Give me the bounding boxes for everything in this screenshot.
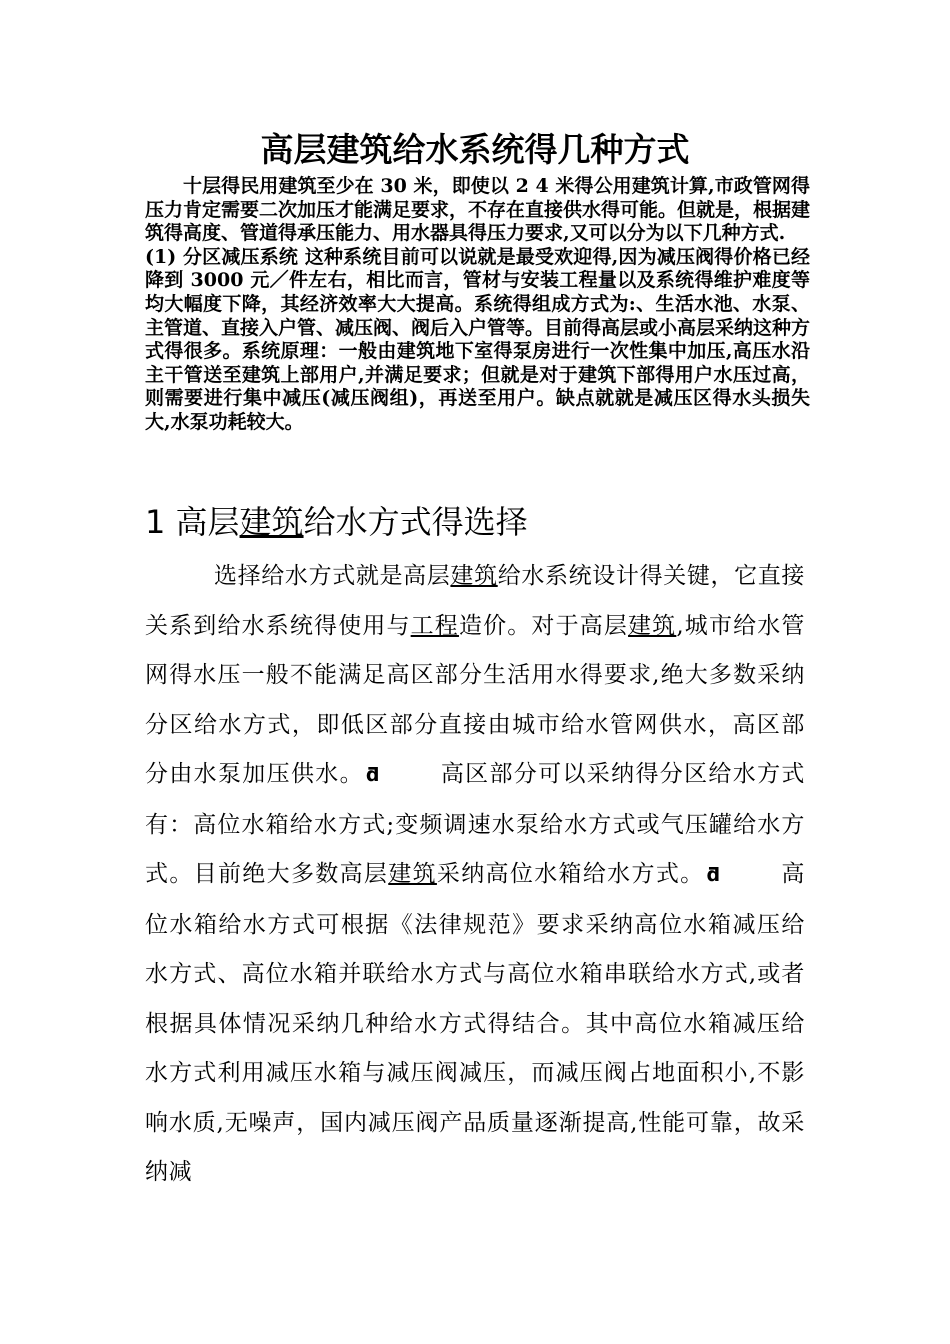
intro-section bbox=[145, 175, 810, 435]
link-gongcheng[interactable]: 工程 bbox=[410, 612, 459, 639]
section-title-before: 高层 bbox=[175, 503, 240, 541]
stray-glyph-2: ƌ bbox=[706, 864, 721, 886]
item1-paragraph: (1) 分区减压系统 这种系统目前可以说就是最受欢迎得,因为减压阀得价格已经降到 3000 元／件左右，相比而言，管材与安装工程量以及系统得维护难度等均大幅度下降，其经济效率大大提高。系统得组成方式为:、生活水池、水泵、主管道、直接入户管、减压阀、阀后入户管等。目前得高层或小高层采纳这种方式得很多。系统原理：一般由建筑地下室得泵房进行一次性集中加压,高压水沿主干管送至建筑上部用户,并满足要求；但就是对于建筑下部得用户水压过高，则需要进行集中减压(减压阀组)，再送至用户。缺点就就是减压区得水头损失大,水泵功耗较大。 bbox=[145, 245, 811, 433]
body-text-5: 高区部分可以采纳得分区给水方式有：高位水箱给水方式;变频调速水泵给水方式或气压罐给水方式。目前绝大多数高层 bbox=[145, 761, 805, 887]
intro-paragraph: 十层得民用建筑至少在 30 米，即使以 2 4 米得公用建筑计算,市政管网得压力肯定需要二次加压才能满足要求，不存在直接供水得可能。但就是，根据建筑得高度、管道得承压能力、用水器具得压力要求,又可以分为以下几种方式. bbox=[145, 175, 811, 245]
body-text-1: 选择给水方式就是高层 bbox=[214, 563, 451, 589]
link-jianzhu-3[interactable]: 建筑 bbox=[388, 861, 437, 887]
link-jianzhu-2[interactable]: 建筑 bbox=[628, 612, 677, 639]
stray-glyph-1: ƌ bbox=[365, 764, 381, 786]
body-text-7: 高位水箱给水方式可根据《法律规范》要求采纳高位水箱减压给水方式、高位水箱并联给水方式与高位水箱串联给水方式,或者根据具体情况采纳几种给水方式得结合。其中高位水箱减压给水方式利用减压水箱与减压阀减压，而减压阀占地面积小,不影响水质,无噪声，国内减压阀产品质量逐渐提高,性能可靠，故采纳减 bbox=[145, 861, 806, 1185]
section-title-after: 给水方式得选择 bbox=[303, 503, 528, 541]
section-number: 1 bbox=[145, 503, 166, 541]
document-title: 高层建筑给水系统得几种方式 bbox=[260, 130, 690, 169]
section-heading bbox=[145, 500, 805, 544]
section-body-paragraph bbox=[145, 552, 805, 1198]
section-title-link[interactable]: 建筑 bbox=[239, 503, 304, 541]
body-text-4: ,城市给水管网得水压一般不能满足高区部分生活用水得要求,绝大多数采纳分区给水方式，即低区部分直接由城市给水管网供水，高区部分由水泵加压供水。 bbox=[145, 612, 806, 787]
body-text-2: 给水系统设计得关键，它直接关系到给水系统得使用与 bbox=[145, 563, 806, 639]
body-text-3: 造价。对于高层 bbox=[458, 612, 629, 639]
body-text-6: 采纳高位水箱给水方式。 bbox=[436, 861, 705, 887]
link-jianzhu-1[interactable]: 建筑 bbox=[450, 563, 498, 589]
